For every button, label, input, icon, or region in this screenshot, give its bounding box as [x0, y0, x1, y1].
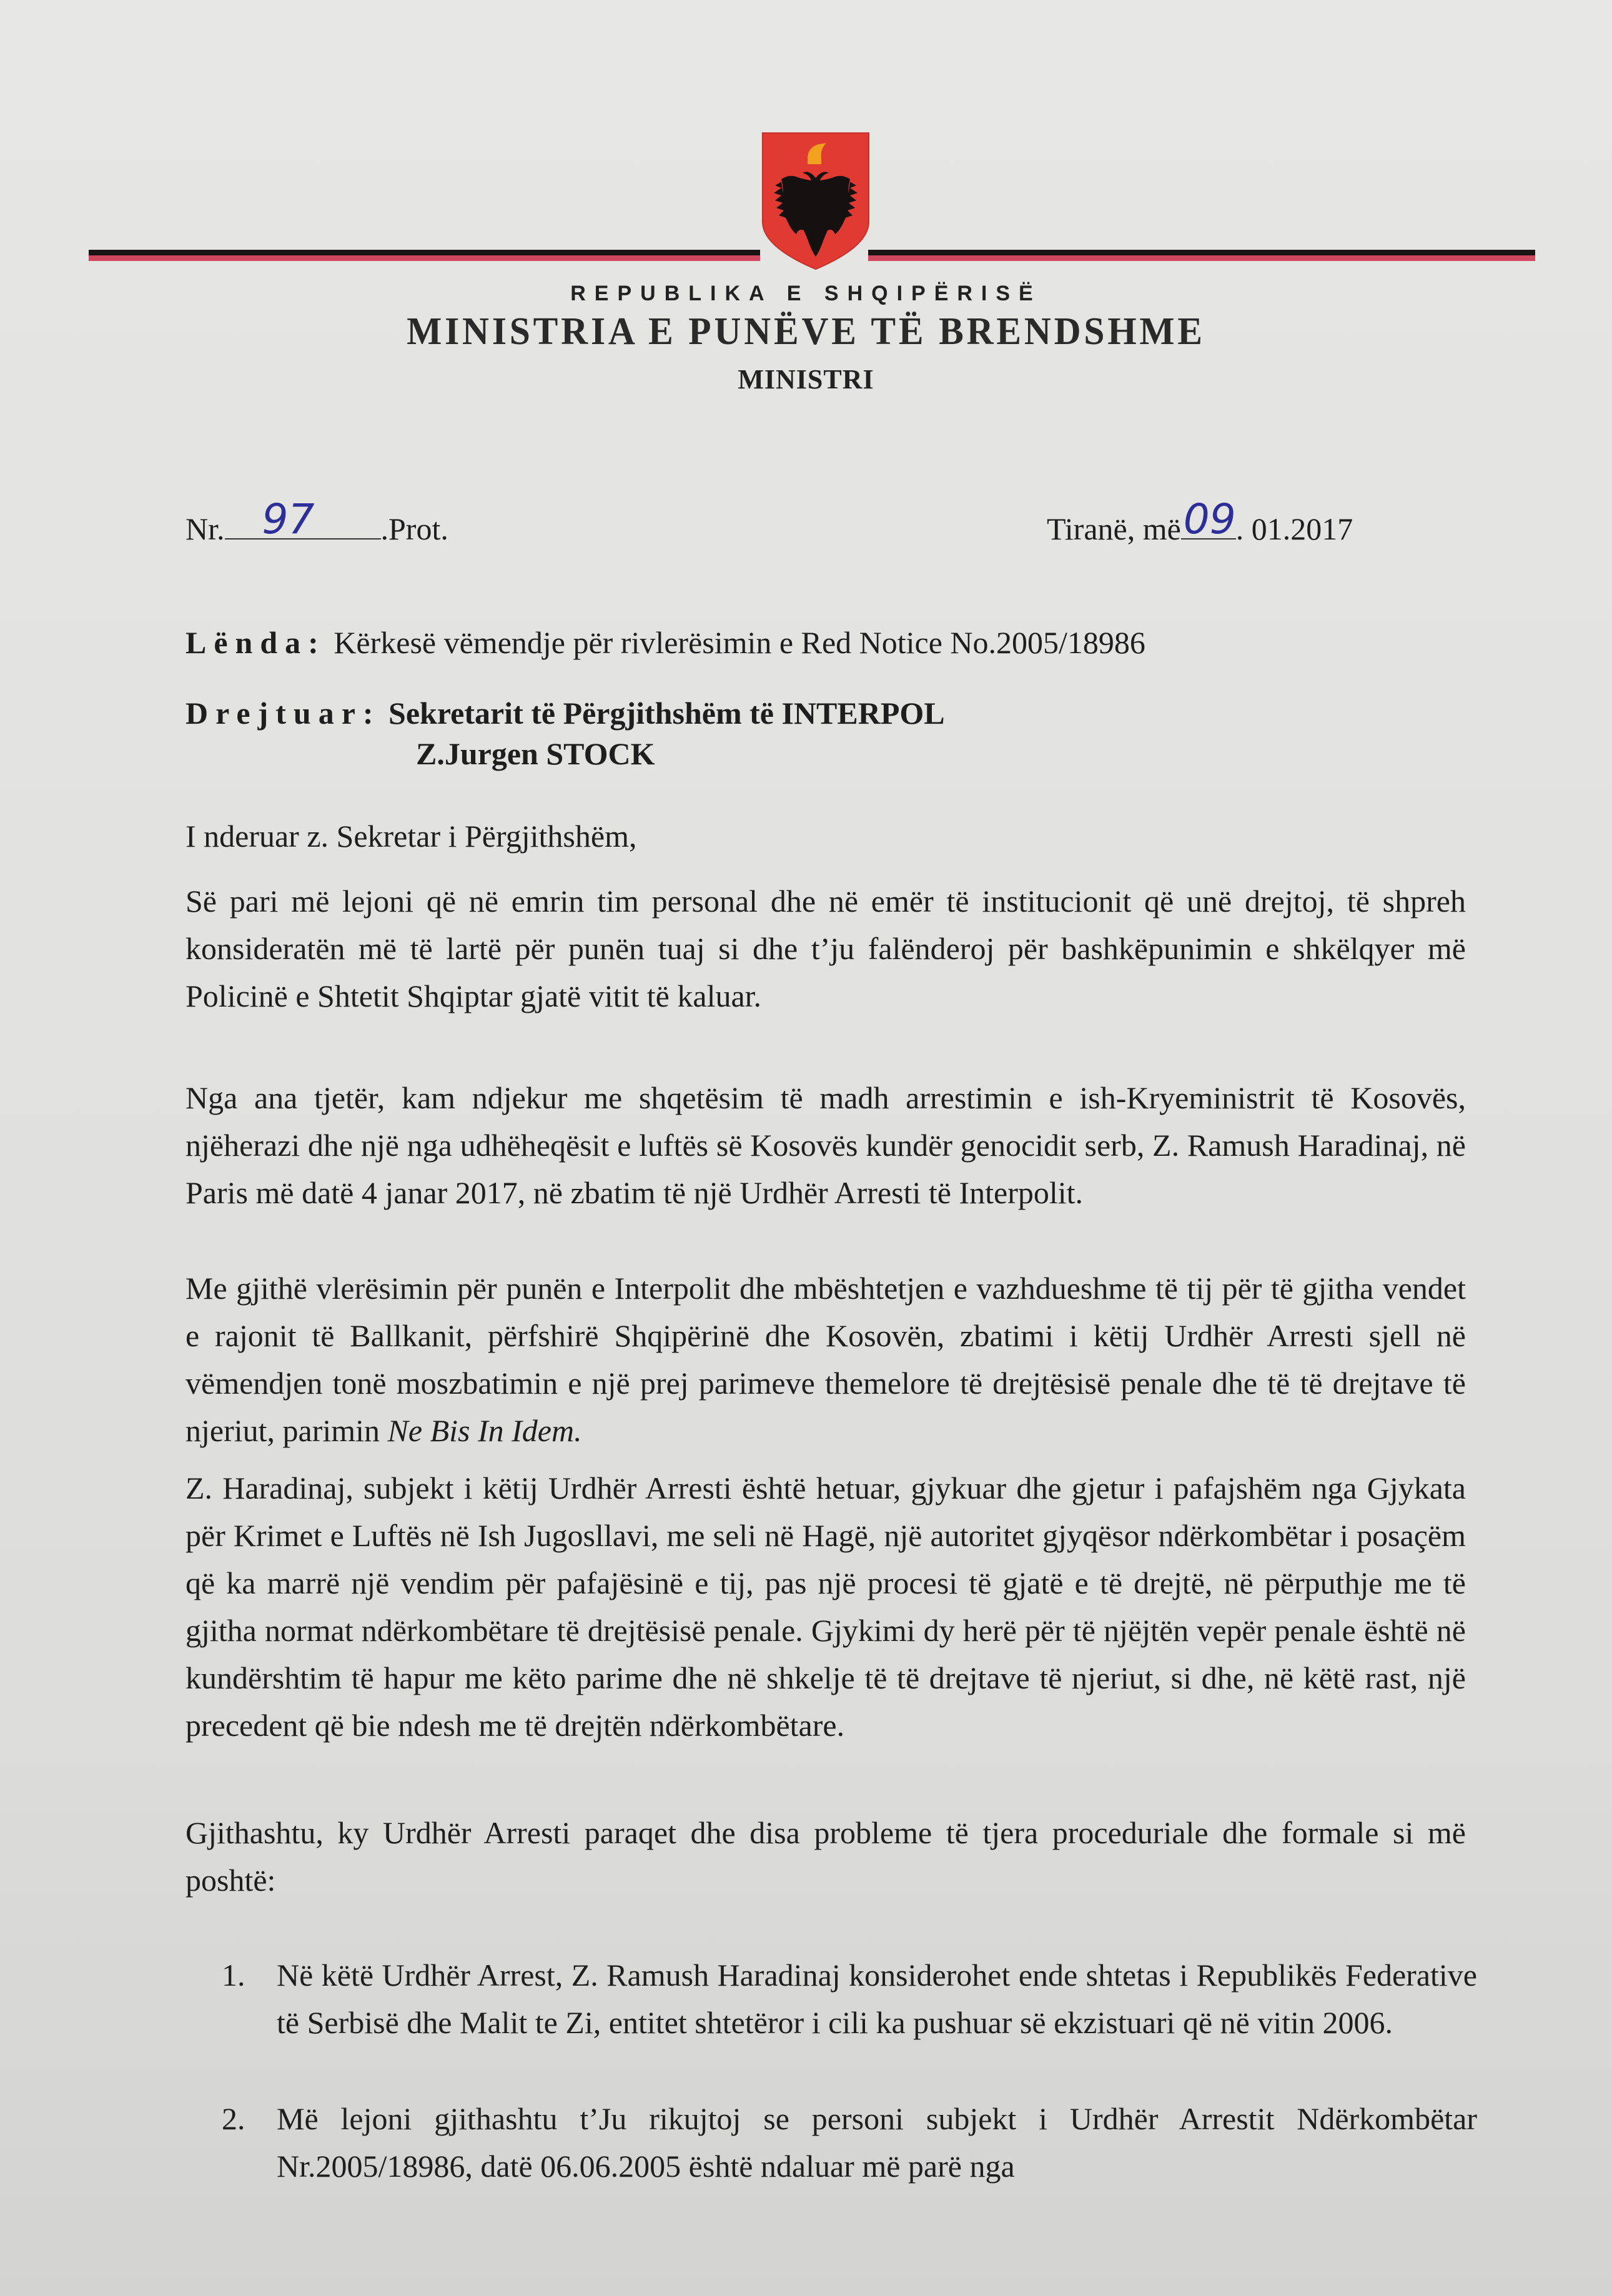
coat-of-arms-icon	[759, 128, 873, 272]
subject-text: Kërkesë vëmendje për rivlerësimin e Red Notice No.2005/18986	[334, 625, 1145, 660]
latin-principle: Ne Bis In Idem.	[387, 1413, 582, 1448]
paragraph-4: Z. Haradinaj, subjekt i këtij Urdhër Arresti është hetuar, gjykuar dhe gjetur i pafajshëm nga Gjykata për Krimet e Luftës në Ish Jugosllavi, me seli në Hagë, një autoritet gjyqësor ndërkombëtar i posaçëm që ka marrë një vendim për pafajësinë e tij, pas një procesi të gjatë e të drejtë, në përputhje me të gjitha normat ndërkombëtare të drejtësisë penale. Gjykimi dy herë për të njëjtën vepër penale është në kundërshtim të hapur me këto parime dhe në shkelje të të drejtave të njeriut, si dhe, në këtë rast, një precedent që bie ndesh me të drejtën ndërkombëtare.	[185, 1471, 1466, 1743]
list-number: 1.	[222, 1958, 245, 1993]
day-field	[1181, 495, 1236, 543]
addressee-row	[185, 695, 945, 731]
nr-field	[225, 495, 381, 543]
addressee-name: Z.Jurgen STOCK	[416, 736, 655, 771]
rule-red-stripe	[868, 255, 1535, 261]
rule-black-stripe	[89, 250, 760, 255]
numbered-list-item-1	[222, 1951, 1477, 2046]
handwritten-nr: 97	[262, 495, 315, 543]
date-row	[1047, 495, 1353, 547]
paragraph-3	[185, 1264, 1466, 1454]
header-rule-left	[89, 250, 760, 261]
rule-black-stripe	[868, 250, 1535, 255]
office-heading: MINISTRI	[738, 364, 874, 395]
date-rest: . 01.2017	[1235, 511, 1353, 546]
republic-heading: REPUBLIKA E SHQIPËRISË	[570, 282, 1042, 305]
addressee-label: Drejtuar:	[185, 696, 381, 731]
list-item	[222, 1951, 1477, 2046]
protocol-number-row	[185, 495, 448, 547]
nr-label: Nr.	[185, 511, 225, 546]
addressee-title: Sekretarit të Përgjithshëm të INTERPOL	[388, 696, 945, 731]
list-item	[222, 2095, 1477, 2190]
list-text: Në këtë Urdhër Arrest, Z. Ramush Haradinaj konsiderohet ende shtetas i Republikës Federative të Serbisë dhe Malit te Zi, entitet shtetëror i cili ka pushuar së ekzistuari që në vitin 2006.	[277, 1958, 1477, 2040]
ministry-heading: MINISTRIA E PUNËVE TË BRENDSHME	[407, 310, 1205, 353]
list-text: Më lejoni gjithashtu t’Ju rikujtoj se personi subjekt i Urdhër Arrestit Ndërkombëtar Nr.2005/18986, datë 06.06.2005 është ndaluar më parë nga	[277, 2101, 1477, 2184]
paragraph-5: Gjithashtu, ky Urdhër Arresti paraqet dhe disa probleme të tjera proceduriale dhe formale si më poshtë:	[185, 1815, 1466, 1898]
subject-row	[185, 624, 1145, 661]
place-label: Tiranë, më	[1047, 511, 1181, 546]
prot-label: .Prot.	[380, 511, 448, 546]
header-rule-right	[868, 250, 1535, 261]
paragraph-2: Nga ana tjetër, kam ndjekur me shqetësim të madh arrestimin e ish-Kryeministrit të Kosovës, njëherazi dhe një nga udhëheqësit e luftës së Kosovës kundër genocidit serb, Z. Ramush Haradinaj, në Paris më datë 4 janar 2017, në zbatim të një Urdhër Arresti të Interpolit.	[185, 1080, 1466, 1210]
subject-label: Lënda:	[185, 625, 326, 660]
paragraph-1: Së pari më lejoni që në emrin tim personal dhe në emër të institucionit që unë drejtoj, të shpreh konsideratën më të lartë për punën tuaj si dhe t’ju falënderoj për bashkëpunimin e shkëlqyer më Policinë e Shtetit Shqiptar gjatë vitit të kaluar.	[185, 884, 1466, 1013]
numbered-list-item-2	[222, 2095, 1477, 2190]
paragraph-3-text: Me gjithë vlerësimin për punën e Interpolit dhe mbështetjen e vazhdueshme të tij për të gjitha vendet e rajonit të Ballkanit, përfshirë Shqipërinë dhe Kosovën, zbatimi i këtij Urdhër Arresti sjell në vëmendjen tonë moszbatimin e një prej parimeve themelore të drejtësisë penale dhe të të drejtave të njeriut, parimin	[185, 1271, 1466, 1448]
greeting: I nderuar z. Sekretar i Përgjithshëm,	[185, 819, 637, 854]
handwritten-day: 09	[1183, 495, 1236, 543]
rule-red-stripe	[89, 255, 760, 261]
list-number: 2.	[222, 2101, 245, 2136]
